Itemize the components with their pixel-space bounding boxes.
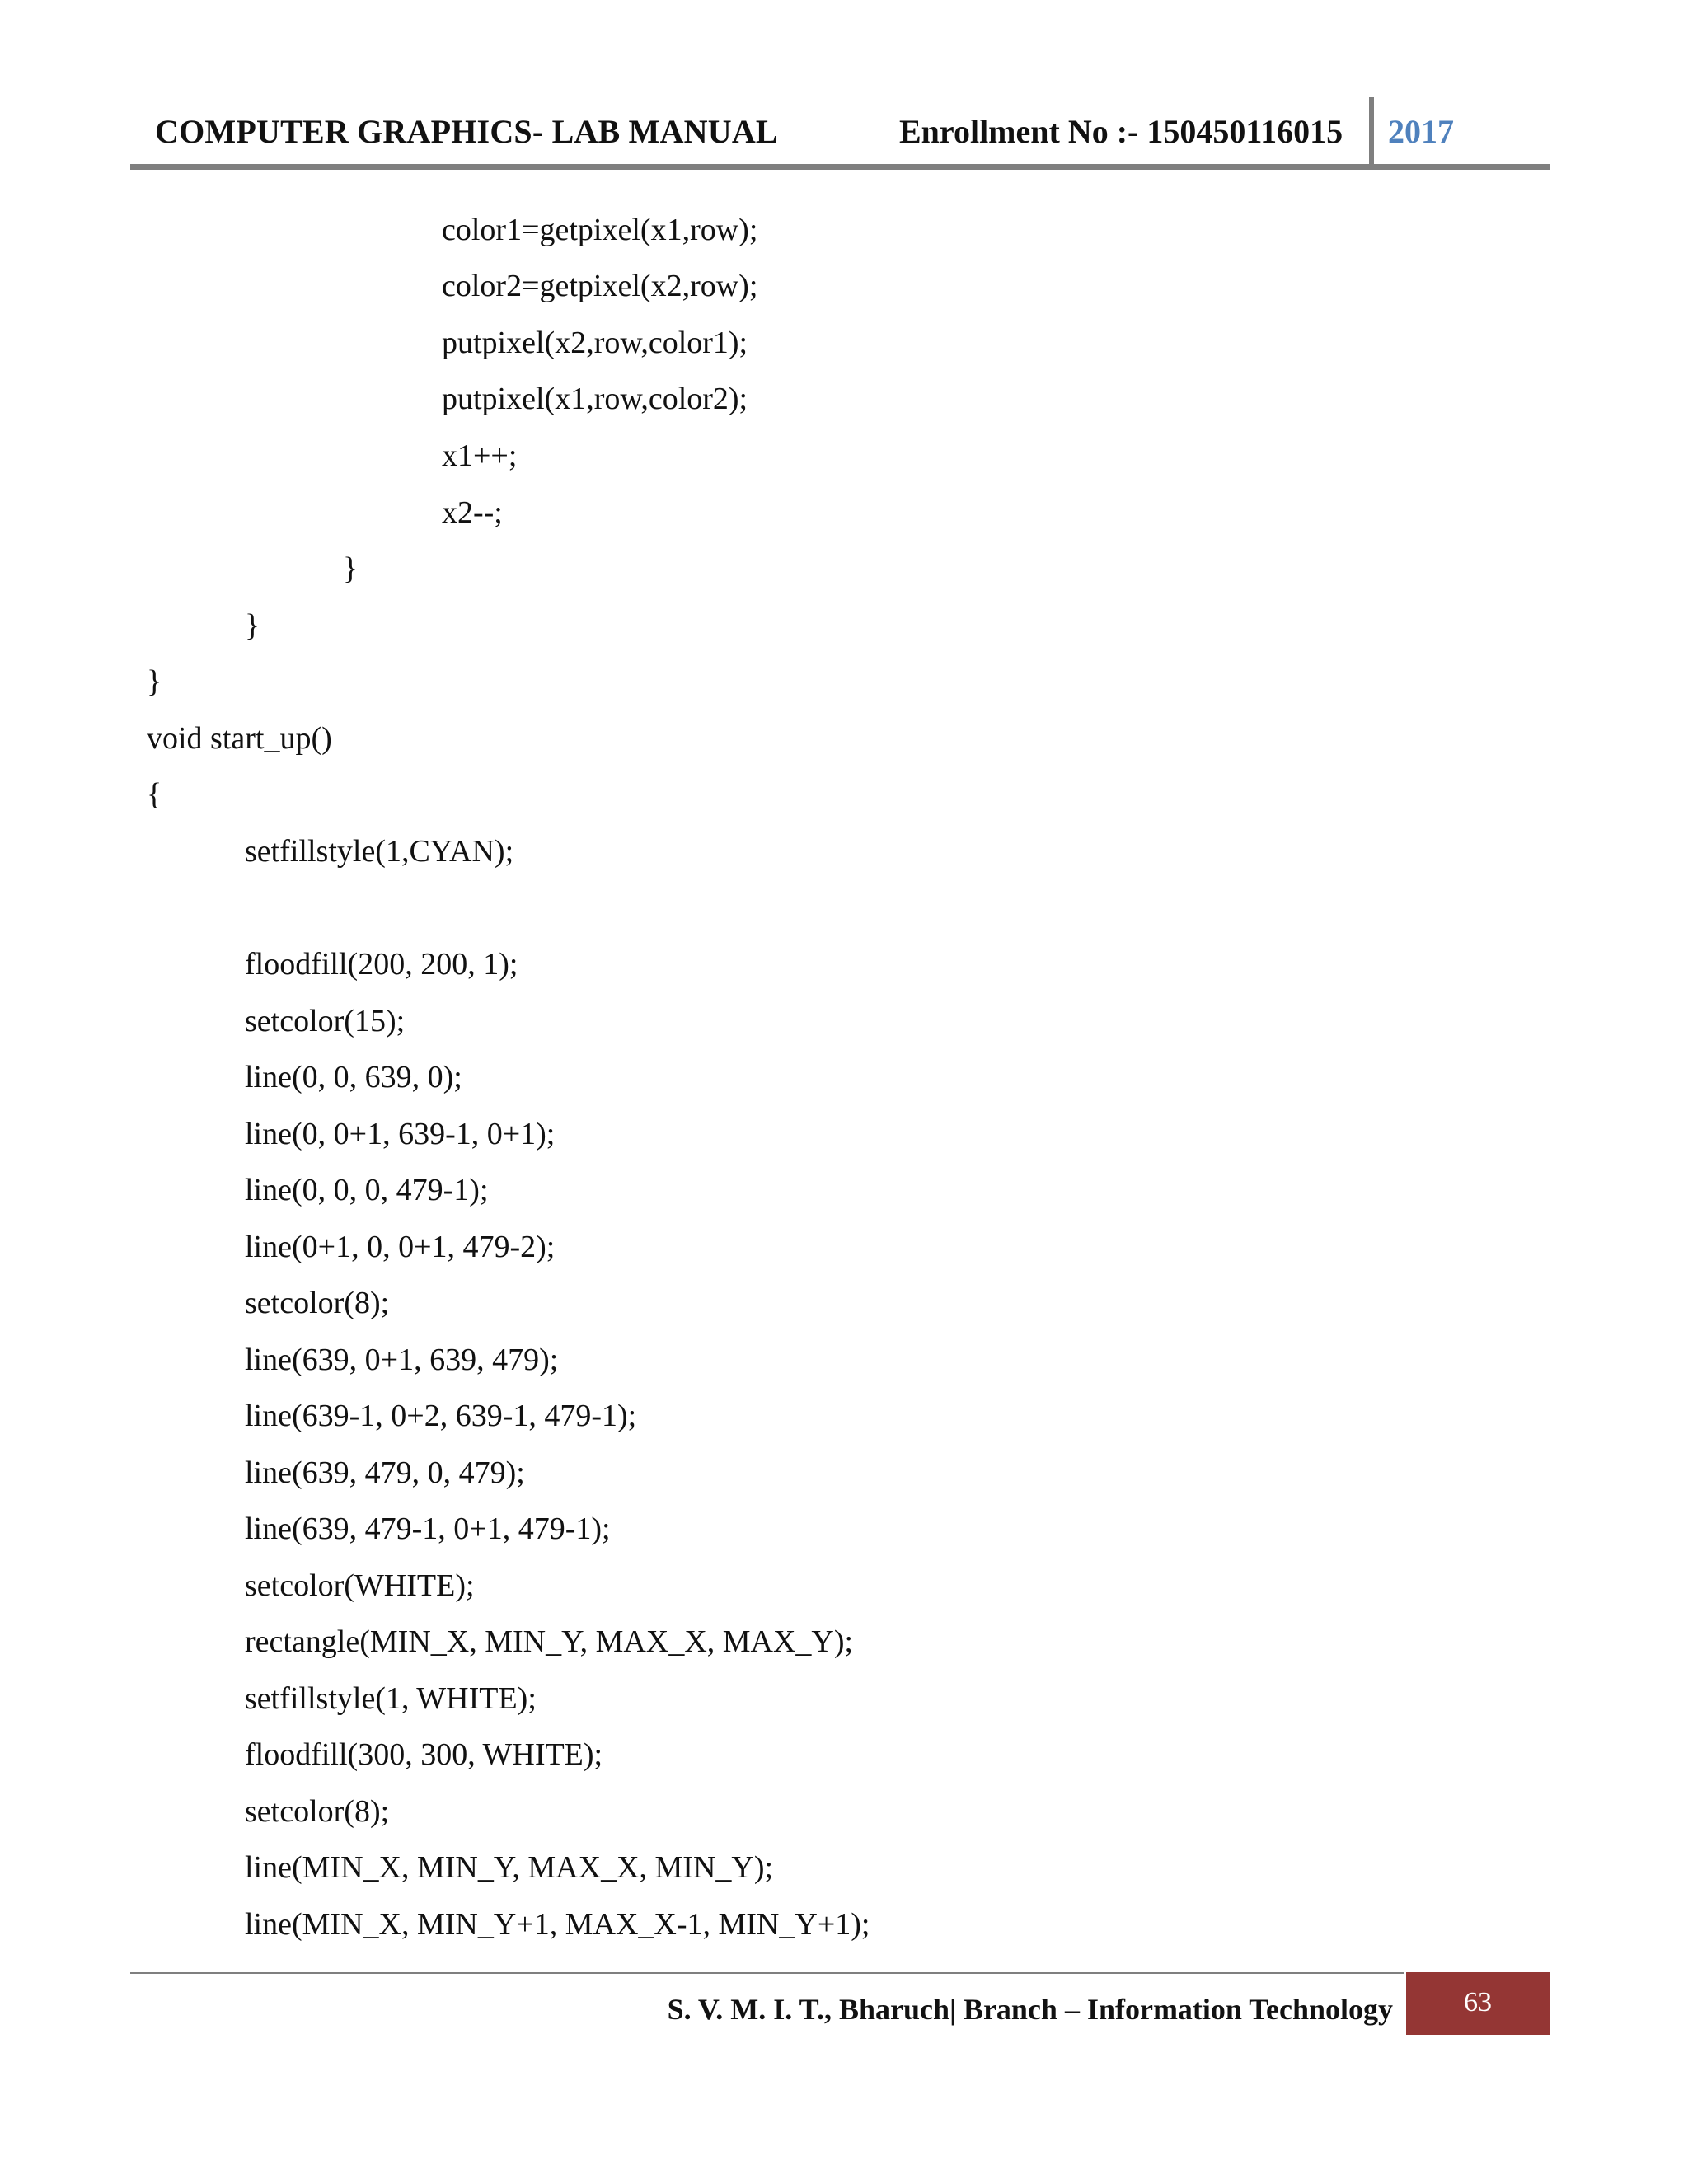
page-number: 63 xyxy=(1464,1987,1492,2018)
page-number-box xyxy=(1406,1972,1550,2035)
code-line: floodfill(200, 200, 1); xyxy=(245,947,518,982)
code-line: line(639, 479, 0, 479); xyxy=(245,1455,525,1490)
code-line: putpixel(x2,row,color1); xyxy=(442,326,748,360)
code-line: line(639-1, 0+2, 639-1, 479-1); xyxy=(245,1399,637,1433)
code-line: setfillstyle(1, WHITE); xyxy=(245,1681,537,1716)
header-divider xyxy=(1369,97,1374,166)
code-line: line(MIN_X, MIN_Y+1, MAX_X-1, MIN_Y+1); xyxy=(245,1907,870,1942)
code-line: setcolor(8); xyxy=(245,1286,390,1320)
code-line: } xyxy=(147,664,162,699)
code-line: line(0, 0, 639, 0); xyxy=(245,1060,462,1094)
code-line: line(639, 479-1, 0+1, 479-1); xyxy=(245,1511,611,1546)
manual-title: COMPUTER GRAPHICS- LAB MANUAL xyxy=(155,113,778,150)
enrollment-number: Enrollment No :- 150450116015 xyxy=(899,113,1343,150)
code-line: } xyxy=(343,551,359,586)
code-line: x1++; xyxy=(442,438,518,473)
code-line: line(0+1, 0, 0+1, 479-2); xyxy=(245,1230,556,1264)
header-rule xyxy=(130,164,1550,170)
code-line: void start_up() xyxy=(147,721,332,756)
code-line: } xyxy=(245,608,260,643)
code-line: line(0, 0, 0, 479-1); xyxy=(245,1173,489,1207)
code-line: putpixel(x1,row,color2); xyxy=(442,382,748,416)
code-line: line(MIN_X, MIN_Y, MAX_X, MIN_Y); xyxy=(245,1850,774,1885)
code-line: line(639, 0+1, 639, 479); xyxy=(245,1343,559,1377)
code-line: setcolor(8); xyxy=(245,1794,390,1829)
footer-rule xyxy=(130,1972,1404,1974)
code-line: setcolor(WHITE); xyxy=(245,1568,475,1603)
code-line: color2=getpixel(x2,row); xyxy=(442,269,758,303)
code-line: setfillstyle(1,CYAN); xyxy=(245,834,514,869)
code-line: rectangle(MIN_X, MIN_Y, MAX_X, MAX_Y); xyxy=(245,1624,854,1659)
code-line: line(0, 0+1, 639-1, 0+1); xyxy=(245,1117,556,1151)
code-line: x2--; xyxy=(442,495,503,530)
code-line: color1=getpixel(x1,row); xyxy=(442,213,758,247)
code-line: floodfill(300, 300, WHITE); xyxy=(245,1737,603,1772)
code-line: { xyxy=(147,777,162,812)
code-line: setcolor(15); xyxy=(245,1004,406,1038)
header-year: 2017 xyxy=(1388,113,1454,150)
footer-institute: S. V. M. I. T., Bharuch| Branch – Information Technology xyxy=(667,1993,1393,2026)
